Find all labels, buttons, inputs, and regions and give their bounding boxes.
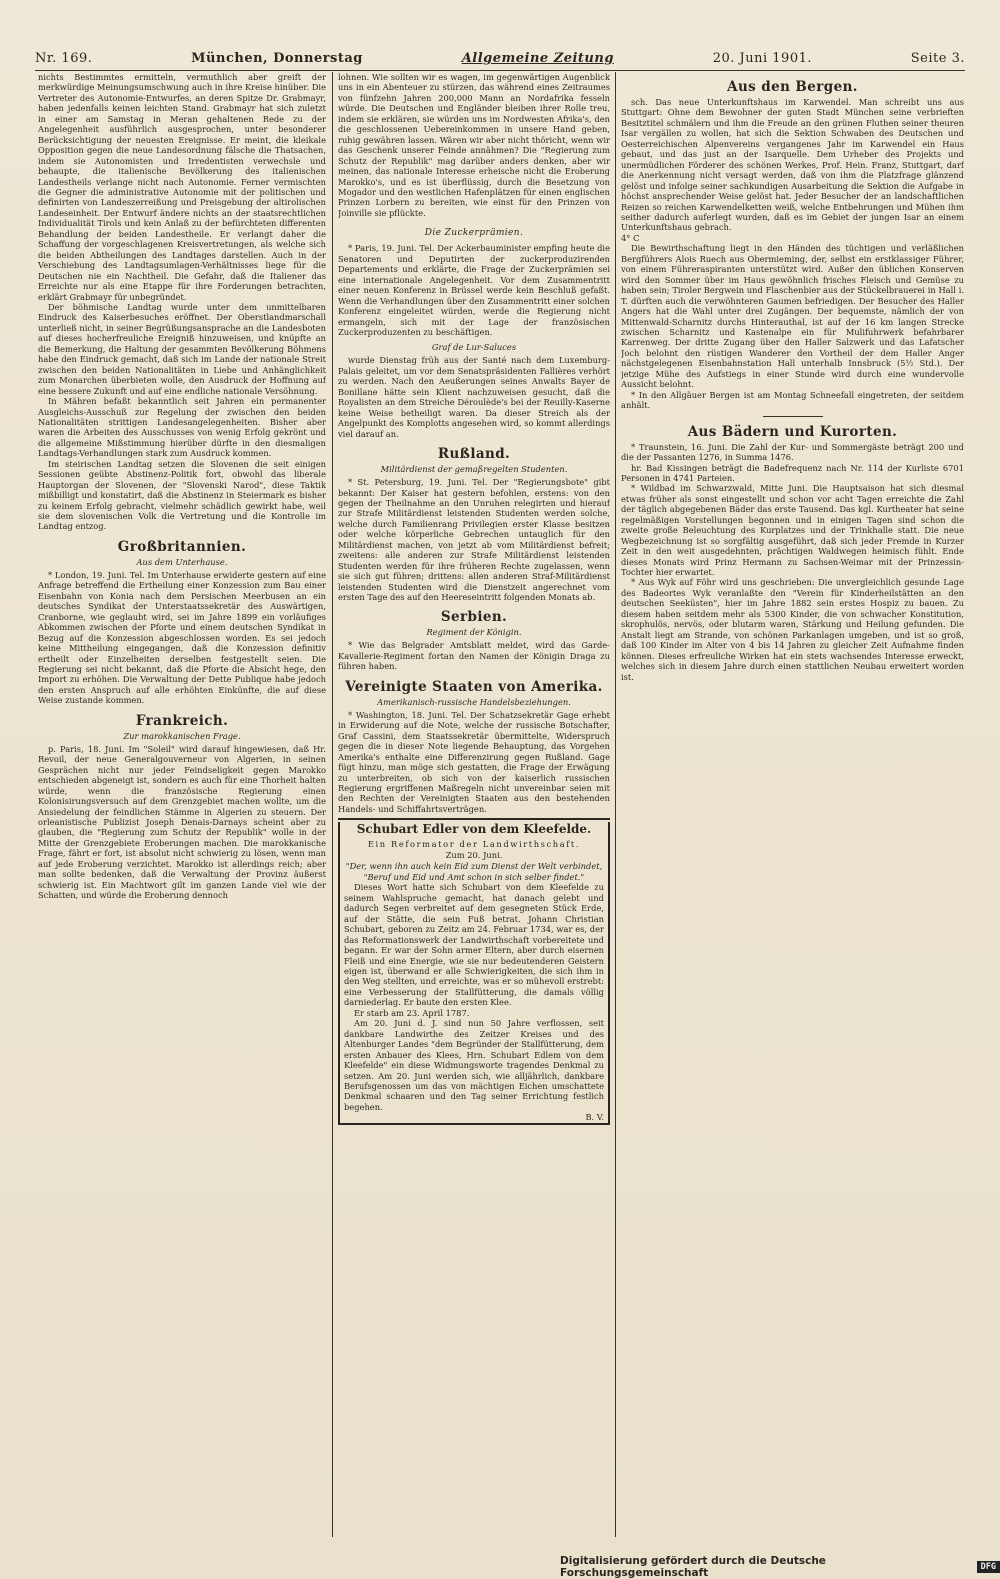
section-subheading: Militärdienst der gemaßregelten Studenten.	[380, 464, 568, 475]
issue-date: 20. Juni 1901.	[712, 51, 812, 66]
section-subheading: Amerikanisch-russische Handelsbeziehungen.	[377, 696, 571, 707]
article-paragraph: * St. Petersburg, 19. Juni. Tel. Der "Regierungsbote" gibt bekannt: Der Kaiser hat gestern befohlen, erstens: von den gegen der Theilnahme an den Unruhen relegirten und hierauf zur Strafe Militärdienst leistenden Studenten werden solche, welche durch Familienrang Privilegien erster Klasse besitzen oder welche körperliche Gebrechen untauglich für den Militärdienst machen, von jetzt ab vom Militärdienst befreit; zweitens: alle anderen zur Strafe Militärdienst leistenden Studenten werden für ihre früheren Rechte zugelassen, wenn sie sich gut führen; drittens: allen anderen Straf-Militärdienst leistenden Studenten wird die Dienstzeit angerechnet vom ersten Tage des auf den Heereseintritt folgenden Monats ab.	[338, 477, 610, 603]
digitization-credit	[560, 1555, 1000, 1579]
article-paragraph: Am 20. Juni d. J. sind nun 50 Jahre verflossen, seit dankbare Landwirthe des Zeitzer Kreises und des Altenburger Landes "dem Begründer der Stallfütterung, dem ersten Anbauer des Klees, Hrn. Schubart Edlem von dem Kleefelde" ein diese Widmungsworte tragendes Denkmal zu setzen. Am 20. Juni werden sich, wie alljährlich, dankbare Berufsgenossen um das von mächtigen Eichen umschattete Denkmal schaaren und den Tag seiner Errichtung festlich begehen.	[344, 1018, 604, 1112]
article-paragraph: nichts Bestimmtes ermitteln, vermuthlich aber greift der merkwürdige Meinungsumschwung auch in ihre Kreise hinüber. Die Vertreter des Autonomie-Entwurfes, an deren Spitze Dr. Grabmayr, haben jedenfalls keinen leichten Stand. Grabmayr hat sich zuletzt in einer am Samstag in Meran gehaltenen Rede zu der Angelegenheit ausführlich ausgesprochen, unter besonderer Berücksichtigung der neuesten Ereignisse. Er meint, die kleikale Opposition gegen die neue Landesordnung fälsche die Thatsachen, indem sie Autonomisten und Irredentisten verwechsle und behaupte, die italienische Bevölkerung des italienischen Landestheils verlange nicht nach Autonomie. Ferner vermischten die Gegner die administrative Autonomie mit der politischen und definirten von Landeszerreißung und Preisgebung der altirolischen Landeseinheit. Der Entwurf ändere nichts an der staatsrechtlichen Individualität Tirols und kein Anlaß zu der befürchteten differenten Behandlung der beiden Landestheile. Er verlangt daher die Schaffung der vorgeschlagenen Kreisvertretungen, als welche sich die beiden Abtheilungen des Landtages darstellen. Auch in der Verschiebung des Landtagsumlagen-Verhältnisses liege für die Deutschen nie ein Nachtheil. Die Gefahr, daß die Italiener das Erreichte nur als eine Etappe für ihre Forderungen betrachten, erklärt Grabmayr für unbegründet.	[38, 72, 326, 302]
dfg-logo: DFG	[977, 1561, 1000, 1573]
section-subheading: Graf de Lur-Saluces	[431, 342, 517, 353]
feuilleton-box	[338, 822, 610, 1124]
feuilleton-title: Schubart Edler von dem Kleefelde.	[356, 822, 592, 837]
column-divider	[615, 72, 616, 1537]
article-paragraph: Der böhmische Landtag wurde unter dem unmittelbaren Eindruck des Kaiserbesuches eröffnet. Der Oberstlandmarschall unterließ nicht, in seiner Begrüßungsansprache an die Landesboten auf dieses hocherfreuliche Ereigniß hinzuweisen, und knüpfte an die Bemerkung, die Haltung der gesammten Bevölkerung Böhmens habe den Eindruck gemacht, daß sich im Lande der nationale Streit zwischen den beiden Nationalitäten in Liebe und Anhänglichkeit zum Monarchen überbieten wolle, den Ausdruck der Hoffnung auf eine bessere Zukunft und auf eine endliche nationale Versöhnung.	[38, 301, 326, 396]
article-paragraph: p. Paris, 18. Juni. Im "Soleil" wird darauf hingewiesen, daß Hr. Revoil, der neue Generalgouverneur von Algerien, in seinen Gesprächen nicht nur jeder Feindseligkeit gegen Marokko entschieden abgeneigt ist, sondern es auch für eine Thorheit halten würde, wenn die französische Regierung einen Kolonisirungsversuch auf dem Grenzgebiet machen wollte, um die Ansiedelung der feindlichen Stämme in Algerien zu steuern. Der orleanistische Publizist Joseph Denais-Darnays scheint aber zu glauben, die "Regierung zum Schutz der Republik" wolle in der Mitte der Grenzgebiete Eroberungen machen. Die marokkanische Frage, fährt er fort, ist absolut nicht schwierig zu lösen, wenn man auf jede Eroberung verzichtet. Marokko ist allerdings reich; aber man sollte bedenken, daß die Verwaltung der Provinz äußerst schwierig ist. Ein Machtwort gilt im ganzen Lande viel wie der Schatten, und würde die Eroberung dennoch	[38, 743, 326, 901]
article-paragraph: Dieses Wort hatte sich Schubart von dem Kleefelde zu seinem Wahlspruche gemacht, hat danach gelebt und dadurch Segen verbreitet auf dem gesegneten Stück Erde, auf der Stätte, die sein Fuß betrat. Johann Christian Schubart, geboren zu Zeitz am 24. Februar 1734, war es, der das Reformationswerk der Landwirthschaft vorbereitete und begann. Er war der Sohn armer Eltern, aber durch eisernen Fleiß und eine Energie, wie sie nur bedeutenderen Geistern eigen ist, überwand er alle Schwierigkeiten, die sich ihm in den Weg stellten, und erreichte, was er so mühevoll erstrebt: eine Verbesserung der Stallfütterung, die damals völlig darniederlag. Er baute den ersten Klee.	[344, 882, 604, 1008]
article-paragraph: * Paris, 19. Juni. Tel. Der Ackerbauminister empfing heute die Senatoren und Deputirten der zuckerproduzirenden Departements und erklärte, die Frage der Zuckerprämien sei eine internationale Angelegenheit. Vor dem Zusammentritt einer neuen Konferenz in Brüssel werde kein Beschluß gefaßt. Wenn die Verhandlungen über den Zusammentritt einer solchen Konferenz eingeleitet würden, werde die Regierung nicht ermangeln, sich mit der Lage der französischen Zuckerproduzenten zu beschäftigen.	[338, 243, 610, 337]
masthead	[35, 44, 965, 66]
section-heading-zuckerpraemien: Die Zuckerprämien.	[424, 228, 524, 239]
article-paragraph: * In den Allgäuer Bergen ist am Montag Schneefall eingetreten, der seitdem anhält.	[621, 389, 964, 411]
author-signature: B. V.	[585, 1112, 604, 1123]
article-paragraph: hr. Bad Kissingen beträgt die Badefrequenz nach Nr. 114 der Kurliste 6701 Personen in 4741 Parteien.	[621, 462, 964, 483]
article-paragraph: lohnen. Wie sollten wir es wagen, im gegenwärtigen Augenblick uns in ein Abenteuer zu stürzen, das während eines Zeitraumes von fünfzehn Jahren 200,000 Mann an Nordafrika fesseln würde. Die Deutschen und Engländer bleiben ihrer Rolle treu, indem sie erklären, sie würden uns im Nordwesten Afrika's, den die geschlossenen Uebereinkommen in unsere Hand geben, ruhig gewähren lassen. Wären wir aber nicht thöricht, wenn wir das Geschenk unserer Feinde annähmen? Die "Regierung zum Schutz der Republik" mag darüber anders denken, aber wir meinen, das nationale Interesse erheische nicht die Eroberung Marokko's, und es ist überflüssig, durch die Besetzung von Mogador und den westlichen Hafenplätzen für einen englischen Prinzen Lorbern zu bereiten, wie einst für den Prinzen von Joinville sie pflückte.	[338, 72, 610, 218]
section-heading-gb: Großbritannien.	[117, 538, 247, 555]
page-number: Seite 3.	[910, 51, 965, 66]
article-paragraph: sch. Das neue Unterkunftshaus im Karwendel. Man schreibt uns aus Stuttgart: Ohne dem Bewohner der guten Stadt München seine verbrieften Besitztitel schmälern und ihm die Freude an den grünen Fluthen seiner theuren Isar vergällen zu wollen, hat sich die Sektion Schwaben des Deutschen und Oesterreichischen Alpenvereins vergangenes Jahr im Karwendel ein Haus gebaut, und das just an der Isarquelle. Dem Urheber des Projekts und unermüdlichen Förderer des schönen Werkes, Prof. Hein. Franz, Stuttgart, darf die Anerkennung nicht versagt werden, daß von ihm die Platzfrage glänzend gelöst und infolge seiner sachkundigen Ausarbeitung die Sektion die Aufgabe in höchst ansprechender Weise gelöst hat. Jeder Besucher der an landschaftlichen Reizen so reichen Karwendelketten weiß, welche Entbehrungen und Mühen ihm seither dadurch auferlegt wurden, daß es im Gebiet der jungen Isar an einem Unterkunftshaus gebrach.	[621, 97, 964, 233]
article-paragraph: * Wildbad im Schwarzwald, Mitte Juni. Die Hauptsaison hat sich diesmal etwas früher als sonst eingestellt und schon vor acht Tagen erreichte die Zahl der täglich abgegebenen Bäder das erste Tausend. Das kgl. Kurtheater hat seine regelmäßigen Vorstellungen begonnen und in einigen Tagen sind schon die zweite große Beleuchtung des Kurplatzes und der Trinkhalle statt. Die neue Wegbezeichnung ist so sorgfältig ausgeführt, daß sich jeder Fremde in Kurzer Zeit in den weit ausgedehnten, prächtigen Waldwegen heimisch fühlt. Ende dieses Monats wird Prinz Hermann zu Sachsen-Weimar mit der Prinzessin-Tochter hier erwartet.	[621, 483, 964, 578]
article-paragraph: * London, 19. Juni. Tel. Im Unterhause erwiderte gestern auf eine Anfrage betreffend die Ertheilung einer Konzession zum Bau einer Eisenbahn von Konia nach dem Persischen Meerbusen an ein deutsches Syndikat der Unterstaatssekretär des Auswärtigen, Cranborne, wie geglaubt wird, sei im Jahre 1899 ein vorläufiges Abkommen zwischen der Pforte und einem deutschen Syndikat in Bezug auf die Konzession abgeschlossen worden. Es sei jedoch keine Mittheilung eingegangen, daß die Konzession definitiv ertheilt oder Einzelheiten derselben festgestellt seien. Die Regierung sei nicht bekannt, daß die Pforte die Absicht hege, den Import zu erhöhen. Die Verwaltung der Dette Publique habe jedoch den ersten Anspruch auf alle erhöhten Einkünfte, die auf diese Weise zustande kommen.	[38, 569, 326, 706]
section-heading-us: Vereinigte Staaten von Amerika.	[345, 678, 603, 695]
column-3	[621, 72, 964, 1542]
paper-name: Allgemeine Zeitung	[461, 51, 614, 66]
article-paragraph: * Washington, 18. Juni. Tel. Der Schatzsekretär Gage erhebt in Erwiderung auf die Note, welche der russische Botschafter, Graf Cassini, dem Staatssekretär übermittelte, Widerspruch gegen die in dieser Note liegende Behauptung, das Vorgehen Amerika's enthalte eine Differenzirung gegen Rußland. Gage fügt hinzu, man möge sich gestatten, die Frage der Erwägung zu unterbreiten, ob sich von der kaiserlich russischen Regierung ergriffenen Maßregeln nicht unvereinbar seien mit den Rechten der Vereinigten Staaten aus den bestehenden Handels- und Schiffahrtsverträgen.	[338, 709, 610, 814]
feuilleton-date: Zum 20. Juni.	[445, 850, 503, 861]
section-heading-baeder: Aus Bädern und Kurorten.	[687, 423, 898, 440]
article-paragraph: * Wie das Belgrader Amtsblatt meldet, wird das Garde-Kavallerie-Regiment fortan den Namen der Königin Draga zu führen haben.	[338, 640, 610, 672]
section-heading-fr: Frankreich.	[135, 712, 229, 729]
section-heading-ru: Rußland.	[437, 446, 511, 463]
section-divider	[763, 416, 823, 417]
place-date: München, Donnerstag	[191, 51, 363, 66]
article-paragraph: In Mähren befaßt bekanntlich seit Jahren ein permanenter Ausgleichs-Ausschuß zur Regelung der zwischen den beiden Nationalitäten strittigen Landesangelegenheiten. Bisher aber waren die Arbeiten des Ausschusses von wenig Erfolg gekrönt und die allgemeine Mißstimmung hierüber dürfte in den diesmaligen Landtags-Verhandlungen stark zum Ausdruck kommen.	[38, 396, 326, 459]
article-paragraph: Die Bewirthschaftung liegt in den Händen des tüchtigen und verläßlichen Bergführers Alois Ruech aus Obermieming, der, selbst ein erstklassiger Führer, von einem Führeraspiranten unterstützt wird. Außer den üblichen Konserven wird den Sommer über im Haus gewöhnlich frisches Fleisch und Gemüse zu haben sein; Tiroler Bergwein und Flaschenbier aus der Stückelbrauerei in Hall i. T. dürften auch die verwöhnteren Gaumen befriedigen. Der Besucher des Haller Angers hat die Wahl unter drei Zugängen. Der bequemste, nämlich der von Mittenwald-Scharnitz durchs Hinterauthal, ist auf der 16 km langen Strecke zwischen Scharnitz und Kastenalpe ein für Mulifuhrwerk befahrbarer Karrenweg. Der dritte Zugang über den Haller Salzwerk und das Lafatscher Joch belohnt den rüstigen Wanderer den Vortheil der dem Haller Anger nächstgelegenen Eisenbahnstation Hall unterhalb Innsbruck (5½ Std.). Der jetzige Mühe des Aufstiegs in einer Stunde wird durch eine wundervolle Aussicht belohnt.	[621, 243, 964, 390]
temperature-value: 4° C	[621, 232, 640, 243]
column-2	[338, 72, 610, 1542]
section-heading-se: Serbien.	[440, 609, 508, 626]
article-paragraph: Im steirischen Landtag setzen die Slovenen die seit einigen Sessionen geübte Abstinenz-Politik fort, obwohl das liberale Hauptorgan der Slovenen, der "Slovenski Narod", diese Taktik mißbilligt und konstatirt, daß die Abstinenz in Steiermark es bisher zu keinem Erfolg gebracht, vielmehr schädlich gewirkt habe, weil sie dem slovenischen Volk die Vertretung und die Kontrolle im Landtag entzog.	[38, 458, 326, 532]
feuilleton-rule	[338, 818, 610, 820]
article-paragraph: Er starb am 23. April 1787.	[354, 1007, 470, 1018]
section-subheading: Aus dem Unterhause.	[136, 556, 228, 567]
credit-text: Digitalisierung gefördert durch die Deutsche Forschungsgemeinschaft	[560, 1555, 826, 1579]
column-1	[38, 72, 326, 1542]
feuilleton-subtitle: Ein Reformator der Landwirthschaft.	[367, 839, 581, 850]
section-subheading: Zur marokkanischen Frage.	[123, 730, 241, 741]
feuilleton-quote: "Der, wenn ihn auch kein Eid zum Dienst der Welt verbindet, "Beruf und Eid und Amt schon in sich selber findet."	[345, 861, 603, 882]
article-paragraph: wurde Dienstag früh aus der Santé nach dem Luxemburg-Palais geleitet, um vor dem Senatspräsidenten Fallières verhört zu werden. Nach den Aeußerungen seines Anwalts Bayer de Bonillane hätte sein Klient nachzuweisen gesucht, daß die Royalisten an dem Streiche Déroulède's bei der Reuilly-Kaserne keine Weise betheiligt waren. Da dieser Streich als der Angelpunkt des Komplotts angesehen wird, so kommt allerdings viel darauf an.	[338, 355, 610, 439]
section-subheading: Regiment der Königin.	[426, 627, 522, 638]
article-paragraph: * Aus Wyk auf Föhr wird uns geschrieben: Die unvergleichlich gesunde Lage des Badeortes Wyk veranlaßte den "Verein für Kinderheilstätten an den deutschen Seeküsten", hier im Jahre 1882 sein erstes Hospiz zu bauen. Zu diesem haben seitdem mehr als 5300 Kinder, die von schwacher Konstitution, skrophulös, nervös, oder blutarm waren, Stärkung und Heilung gefunden. Die Anstalt liegt am Strande, von schönen Parkanlagen umgeben, und ist so groß, daß 100 Kinder im Alter von 4 bis 14 Jahren zu gleicher Zeit Aufnahme finden können. Dieses erfreuliche Wirken hat ein stets wachsendes Interesse erweckt, welches sich in diesem Jahre durch einen stattlichen Neubau erweitert worden ist.	[621, 577, 964, 682]
column-divider	[332, 72, 333, 1537]
section-heading-berge: Aus den Bergen.	[727, 79, 858, 95]
article-paragraph: * Traunstein, 16. Juni. Die Zahl der Kur- und Sommergäste beträgt 200 und die der Passanten 1276, in Summa 1476.	[621, 441, 964, 463]
header-rule	[35, 70, 965, 71]
issue-number: Nr. 169.	[35, 51, 93, 66]
